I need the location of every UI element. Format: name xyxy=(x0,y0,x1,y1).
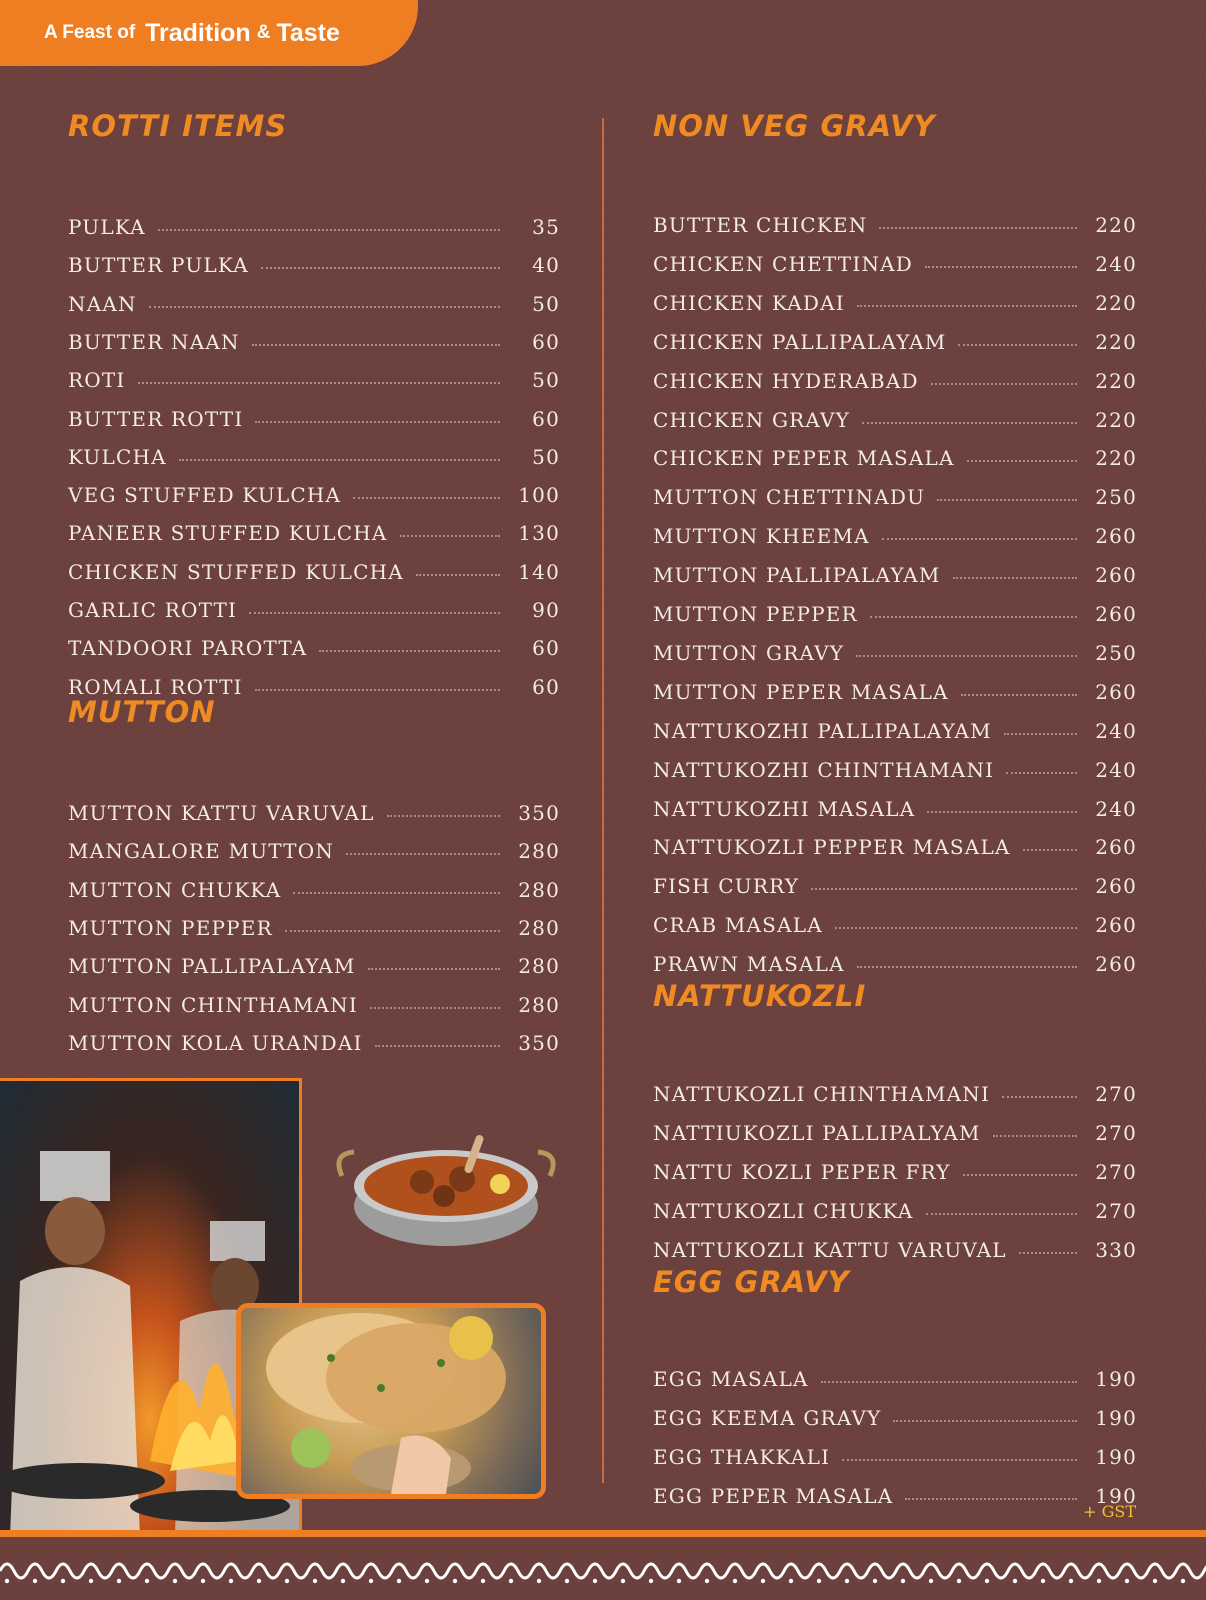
menu-item xyxy=(653,1184,1137,1223)
dot-leader xyxy=(252,344,500,346)
menu-item xyxy=(653,1430,1137,1469)
section-title-mutton: MUTTON xyxy=(68,695,216,729)
dot-leader xyxy=(368,968,500,970)
menu-item xyxy=(653,1067,1137,1106)
footer-band xyxy=(0,1530,1206,1600)
menu-item-price: 280 xyxy=(518,877,560,902)
dot-leader xyxy=(821,1381,1077,1383)
menu-item-price: 60 xyxy=(532,406,560,431)
menu-item-name: NATTUKOZHI CHINTHAMANI xyxy=(653,757,995,782)
menu-item-name: ROMALI ROTTI xyxy=(68,674,243,699)
menu-item xyxy=(68,901,560,940)
menu-item xyxy=(653,548,1137,587)
menu-item xyxy=(68,786,560,825)
footer-zigzag-pattern xyxy=(0,1547,1206,1587)
menu-item-name: MUTTON CHUKKA xyxy=(68,877,282,902)
menu-item-price: 190 xyxy=(1095,1484,1137,1508)
menu-item xyxy=(653,1223,1137,1262)
dot-leader xyxy=(879,227,1077,229)
dot-leader xyxy=(958,344,1077,346)
menu-item xyxy=(68,583,560,622)
menu-item-price: 260 xyxy=(1095,524,1137,549)
menu-item-price: 280 xyxy=(518,839,560,864)
menu-item-price: 270 xyxy=(1095,1160,1137,1184)
dot-leader xyxy=(927,811,1077,813)
menu-item-name: NAAN xyxy=(68,291,137,316)
tagline-banner xyxy=(0,0,418,66)
menu-item-price: 220 xyxy=(1095,407,1137,432)
menu-item xyxy=(653,665,1137,704)
dot-leader xyxy=(255,421,500,423)
menu-item xyxy=(653,704,1137,743)
menu-item-name: CHICKEN STUFFED KULCHA xyxy=(68,559,404,584)
menu-item-price: 280 xyxy=(518,915,560,940)
menu-item-name: MANGALORE MUTTON xyxy=(68,839,335,864)
menu-item-name: MUTTON CHETTINADU xyxy=(653,485,926,510)
menu-item xyxy=(68,939,560,978)
menu-item-price: 270 xyxy=(1095,1199,1137,1223)
menu-item-name: EGG PEPER MASALA xyxy=(653,1484,894,1508)
dot-leader xyxy=(811,888,1077,890)
menu-item-price: 140 xyxy=(518,559,560,584)
dot-leader xyxy=(937,499,1077,501)
menu-item-name: NATTUKOZLI CHUKKA xyxy=(653,1199,914,1223)
curry-bowl-photo xyxy=(332,1124,560,1250)
section-title-nattukozli: NATTUKOZLI xyxy=(653,979,867,1013)
menu-item-name: EGG MASALA xyxy=(653,1367,809,1391)
menu-item xyxy=(653,1469,1137,1508)
menu-item xyxy=(653,509,1137,548)
menu-item-name: NATTU KOZLI PEPER FRY xyxy=(653,1160,951,1184)
menu-item xyxy=(653,743,1137,782)
menu-item xyxy=(68,468,560,507)
menu-item xyxy=(68,277,560,316)
menu-item-price: 350 xyxy=(518,1030,560,1055)
menu-item-name: NATTUKOZHI PALLIPALAYAM xyxy=(653,718,992,743)
menu-item-name: CHICKEN PALLIPALAYAM xyxy=(653,329,947,354)
dot-leader xyxy=(1004,733,1077,735)
menu-item-price: 220 xyxy=(1095,368,1137,393)
menu-item-name: BUTTER ROTTI xyxy=(68,406,244,431)
menu-item-price: 330 xyxy=(1095,1238,1137,1262)
menu-item-price: 50 xyxy=(532,291,560,316)
menu-item-name: MUTTON CHINTHAMANI xyxy=(68,992,358,1017)
menu-item-price: 50 xyxy=(532,368,560,393)
dot-leader xyxy=(893,1420,1077,1422)
menu-item-price: 35 xyxy=(532,215,560,239)
dot-leader xyxy=(1023,849,1077,851)
menu-item-price: 90 xyxy=(532,598,560,622)
dot-leader xyxy=(1019,1252,1077,1254)
dot-leader xyxy=(925,266,1077,268)
menu-item xyxy=(653,1106,1137,1145)
menu-item-name: EGG THAKKALI xyxy=(653,1445,831,1469)
dot-leader xyxy=(285,930,500,932)
dot-leader xyxy=(138,382,501,384)
section-egg xyxy=(653,1262,1137,1508)
menu-item xyxy=(653,276,1137,315)
dot-leader xyxy=(370,1007,500,1009)
menu-item xyxy=(653,587,1137,626)
menu-item xyxy=(68,238,560,277)
menu-item xyxy=(68,621,560,660)
menu-item-price: 60 xyxy=(532,674,560,699)
menu-item-price: 260 xyxy=(1095,563,1137,588)
section-rotti xyxy=(68,106,560,699)
menu-item xyxy=(653,782,1137,821)
gst-note: + GST xyxy=(1083,1502,1136,1521)
menu-item xyxy=(653,820,1137,859)
dot-leader xyxy=(870,616,1077,618)
menu-item xyxy=(653,393,1137,432)
menu-item-name: NATTIUKOZLI PALLIPALYAM xyxy=(653,1121,981,1145)
menu-item xyxy=(653,198,1137,237)
dot-leader xyxy=(1006,772,1077,774)
menu-item-price: 220 xyxy=(1095,213,1137,237)
menu-item-name: MUTTON PALLIPALAYAM xyxy=(653,563,941,588)
menu-item-name: BUTTER CHICKEN xyxy=(653,213,868,237)
dot-leader xyxy=(353,497,500,499)
menu-item-price: 240 xyxy=(1095,251,1137,276)
menu-item-name: BUTTER NAAN xyxy=(68,329,240,354)
tagline-tradition: Tradition xyxy=(145,18,251,47)
dot-leader xyxy=(387,815,500,817)
menu-item-name: EGG KEEMA GRAVY xyxy=(653,1406,882,1430)
dot-leader xyxy=(882,538,1077,540)
menu-item-name: NATTUKOZHI MASALA xyxy=(653,796,916,821)
menu-item xyxy=(653,937,1137,976)
menu-item-name: MUTTON GRAVY xyxy=(653,640,845,665)
menu-item-name: MUTTON KHEEMA xyxy=(653,524,870,549)
dot-leader xyxy=(261,267,500,269)
dot-leader xyxy=(416,574,500,576)
menu-item-price: 280 xyxy=(518,992,560,1017)
menu-item-name: ROTI xyxy=(68,368,126,393)
menu-item xyxy=(68,430,560,469)
menu-item-price: 280 xyxy=(518,954,560,979)
tagline-small: A Feast of xyxy=(44,22,136,43)
menu-item xyxy=(653,859,1137,898)
menu-item-price: 250 xyxy=(1095,485,1137,510)
menu-item-name: CHICKEN CHETTINAD xyxy=(653,251,914,276)
menu-item xyxy=(653,1352,1137,1391)
menu-item xyxy=(653,1391,1137,1430)
menu-item-name: CHICKEN PEPER MASALA xyxy=(653,446,955,471)
menu-item xyxy=(653,354,1137,393)
menu-item-name: MUTTON KOLA URANDAI xyxy=(68,1030,363,1055)
dot-leader xyxy=(931,383,1077,385)
menu-item-price: 260 xyxy=(1095,874,1137,899)
menu-item xyxy=(653,1145,1137,1184)
menu-item-price: 50 xyxy=(532,444,560,469)
menu-item-name: BUTTER PULKA xyxy=(68,253,249,278)
column-divider xyxy=(602,118,604,1483)
menu-item-name: MUTTON PEPPER xyxy=(653,602,858,626)
dot-leader xyxy=(255,689,500,691)
menu-item-price: 100 xyxy=(518,483,560,508)
dot-leader xyxy=(963,1174,1077,1176)
menu-item-name: NATTUKOZLI KATTU VARUVAL xyxy=(653,1238,1007,1262)
dot-leader xyxy=(842,1459,1077,1461)
menu-item-name: NATTUKOZLI CHINTHAMANI xyxy=(653,1082,991,1106)
menu-item-name: CHICKEN HYDERABAD xyxy=(653,368,919,393)
menu-item-price: 240 xyxy=(1095,757,1137,782)
dot-leader xyxy=(400,535,500,537)
menu-item-price: 260 xyxy=(1095,679,1137,704)
menu-item xyxy=(653,470,1137,509)
dot-leader xyxy=(346,853,500,855)
menu-item-price: 130 xyxy=(518,521,560,546)
menu-item xyxy=(653,237,1137,276)
dot-leader xyxy=(905,1498,1077,1500)
menu-item-price: 260 xyxy=(1095,602,1137,626)
dot-leader xyxy=(961,694,1077,696)
menu-item-price: 60 xyxy=(532,329,560,354)
menu-item-price: 260 xyxy=(1095,952,1137,977)
menu-item-price: 190 xyxy=(1095,1367,1137,1391)
menu-item-name: PULKA xyxy=(68,215,146,239)
menu-item-price: 220 xyxy=(1095,290,1137,315)
menu-item-name: MUTTON KATTU VARUVAL xyxy=(68,801,375,825)
menu-item-name: GARLIC ROTTI xyxy=(68,598,238,622)
dot-leader xyxy=(862,422,1077,424)
menu-item xyxy=(68,506,560,545)
menu-item-price: 270 xyxy=(1095,1082,1137,1106)
dot-leader xyxy=(249,612,500,614)
menu-item-name: CRAB MASALA xyxy=(653,913,823,938)
dot-leader xyxy=(375,1045,500,1047)
dot-leader xyxy=(993,1135,1077,1137)
menu-item-name: TANDOORI PAROTTA xyxy=(68,636,308,661)
dot-leader xyxy=(926,1213,1077,1215)
section-title-rotti: ROTTI ITEMS xyxy=(68,109,288,143)
section-nonveg xyxy=(653,106,1137,977)
menu-item-price: 250 xyxy=(1095,640,1137,665)
dot-leader xyxy=(179,459,500,461)
menu-item-name: FISH CURRY xyxy=(653,874,800,899)
menu-item-price: 220 xyxy=(1095,446,1137,471)
menu-item-price: 260 xyxy=(1095,835,1137,860)
dot-leader xyxy=(857,305,1077,307)
dot-leader xyxy=(293,892,500,894)
menu-item xyxy=(68,545,560,584)
menu-item xyxy=(68,392,560,431)
section-nattukozli xyxy=(653,976,1137,1262)
menu-item-price: 240 xyxy=(1095,718,1137,743)
menu-item-price: 270 xyxy=(1095,1121,1137,1145)
menu-item-price: 240 xyxy=(1095,796,1137,821)
dot-leader xyxy=(953,577,1077,579)
menu-item-name: MUTTON PEPER MASALA xyxy=(653,679,949,704)
menu-item-name: CHICKEN KADAI xyxy=(653,290,845,315)
section-title-nonveg: NON VEG GRAVY xyxy=(653,109,936,143)
tagline-taste: Taste xyxy=(276,18,340,47)
menu-item xyxy=(68,200,560,239)
menu-item-name: MUTTON PALLIPALAYAM xyxy=(68,954,356,979)
dot-leader xyxy=(1002,1096,1077,1098)
section-title-egg: EGG GRAVY xyxy=(653,1265,850,1299)
naan-platter-photo xyxy=(236,1303,546,1499)
menu-item-name: PRAWN MASALA xyxy=(653,952,845,977)
menu-item xyxy=(68,353,560,392)
tagline-ampersand: & xyxy=(256,22,271,43)
section-mutton xyxy=(68,692,560,1055)
menu-item-name: MUTTON PEPPER xyxy=(68,915,273,940)
menu-item xyxy=(653,431,1137,470)
dot-leader xyxy=(857,966,1077,968)
dot-leader xyxy=(149,306,500,308)
menu-item-name: NATTUKOZLI PEPPER MASALA xyxy=(653,835,1011,860)
dot-leader xyxy=(856,655,1077,657)
dot-leader xyxy=(835,927,1077,929)
menu-item xyxy=(68,1016,560,1055)
dot-leader xyxy=(319,650,500,652)
menu-item-price: 260 xyxy=(1095,913,1137,938)
menu-item xyxy=(653,315,1137,354)
menu-item-price: 220 xyxy=(1095,329,1137,354)
menu-item-name: VEG STUFFED KULCHA xyxy=(68,483,342,508)
menu-item xyxy=(68,978,560,1017)
menu-item xyxy=(653,898,1137,937)
menu-item-name: KULCHA xyxy=(68,444,167,469)
menu-item-name: PANEER STUFFED KULCHA xyxy=(68,521,388,546)
menu-item xyxy=(68,824,560,863)
menu-item-price: 190 xyxy=(1095,1406,1137,1430)
dot-leader xyxy=(967,460,1077,462)
dot-leader xyxy=(158,229,500,231)
menu-item-price: 40 xyxy=(532,253,560,278)
menu-item-price: 60 xyxy=(532,636,560,661)
menu-item-name: CHICKEN GRAVY xyxy=(653,407,851,432)
menu-item xyxy=(653,626,1137,665)
menu-item xyxy=(68,315,560,354)
menu-item xyxy=(68,863,560,902)
menu-item-price: 350 xyxy=(518,801,560,825)
menu-item-price: 190 xyxy=(1095,1445,1137,1469)
